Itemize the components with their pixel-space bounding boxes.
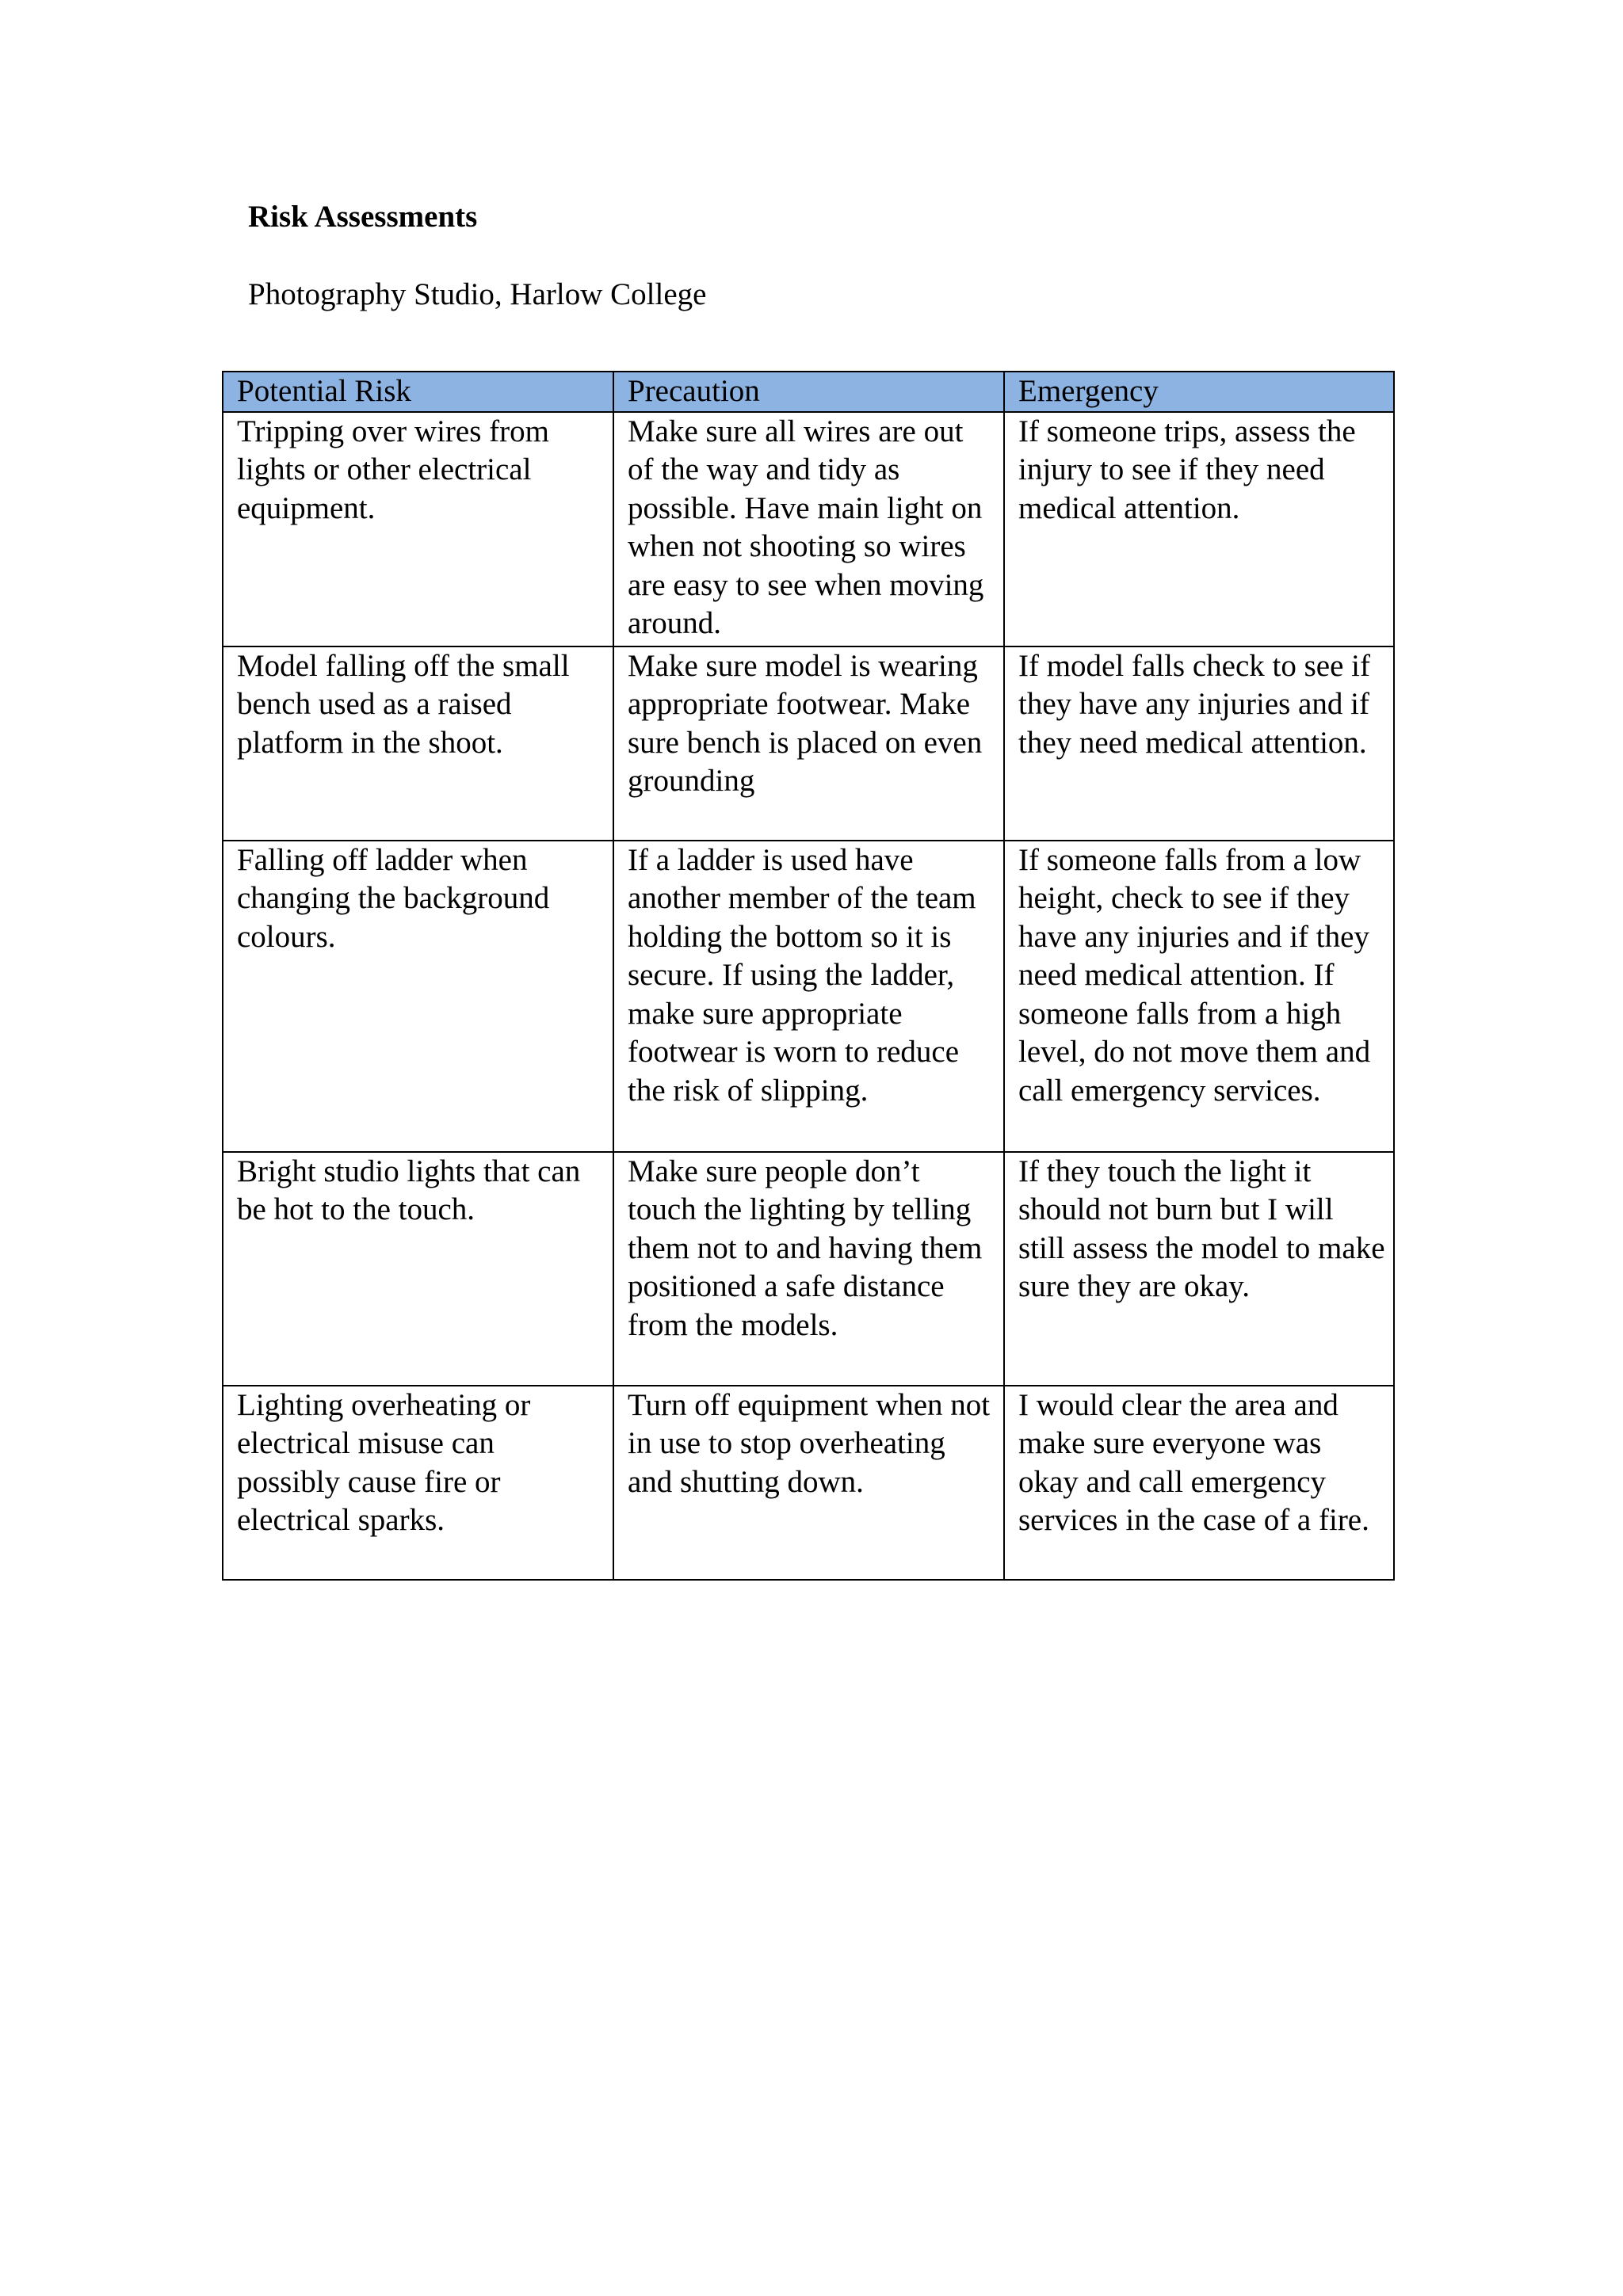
table-row	[223, 841, 1394, 1152]
header-potential-risk: Potential Risk	[223, 372, 613, 412]
emergency-cell: If someone falls from a low height, check to see if they have any injuries and if they need medical attention. If someone falls from a high level, do not move them and call emergency services.	[1004, 841, 1394, 1152]
page-subtitle: Photography Studio, Harlow College	[248, 277, 707, 311]
table-row	[223, 1386, 1394, 1580]
emergency-cell: If model falls check to see if they have any injuries and if they need medical attention.	[1004, 646, 1394, 841]
risk-cell: Falling off ladder when changing the background colours.	[223, 841, 613, 1152]
table-row	[223, 412, 1394, 646]
table-row	[223, 646, 1394, 841]
risk-cell: Lighting overheating or electrical misuse can possibly cause fire or electrical sparks.	[223, 1386, 613, 1580]
emergency-cell: If someone trips, assess the injury to see if they need medical attention.	[1004, 412, 1394, 646]
risk-cell: Tripping over wires from lights or other electrical equipment.	[223, 412, 613, 646]
risk-cell: Model falling off the small bench used as a raised platform in the shoot.	[223, 646, 613, 841]
precaution-cell: If a ladder is used have another member of the team holding the bottom so it is secure. If using the ladder, make sure appropriate footwear is worn to reduce the risk of slipping.	[613, 841, 1004, 1152]
precaution-cell: Make sure all wires are out of the way and tidy as possible. Have main light on when not shooting so wires are easy to see when moving around.	[613, 412, 1004, 646]
precaution-cell: Make sure model is wearing appropriate footwear. Make sure bench is placed on even grounding	[613, 646, 1004, 841]
emergency-cell: I would clear the area and make sure everyone was okay and call emergency services in the case of a fire.	[1004, 1386, 1394, 1580]
header-emergency: Emergency	[1004, 372, 1394, 412]
emergency-cell: If they touch the light it should not burn but I will still assess the model to make sure they are okay.	[1004, 1152, 1394, 1386]
risk-assessment-table	[222, 371, 1395, 1581]
risk-cell: Bright studio lights that can be hot to the touch.	[223, 1152, 613, 1386]
header-row	[223, 372, 1394, 412]
page-title: Risk Assessments	[248, 200, 478, 234]
precaution-cell: Turn off equipment when not in use to stop overheating and shutting down.	[613, 1386, 1004, 1580]
header-precaution: Precaution	[613, 372, 1004, 412]
table-header	[223, 372, 1394, 412]
table-row	[223, 1152, 1394, 1386]
table-body	[223, 412, 1394, 1580]
precaution-cell: Make sure people don’t touch the lighting by telling them not to and having them positioned a safe distance from the models.	[613, 1152, 1004, 1386]
